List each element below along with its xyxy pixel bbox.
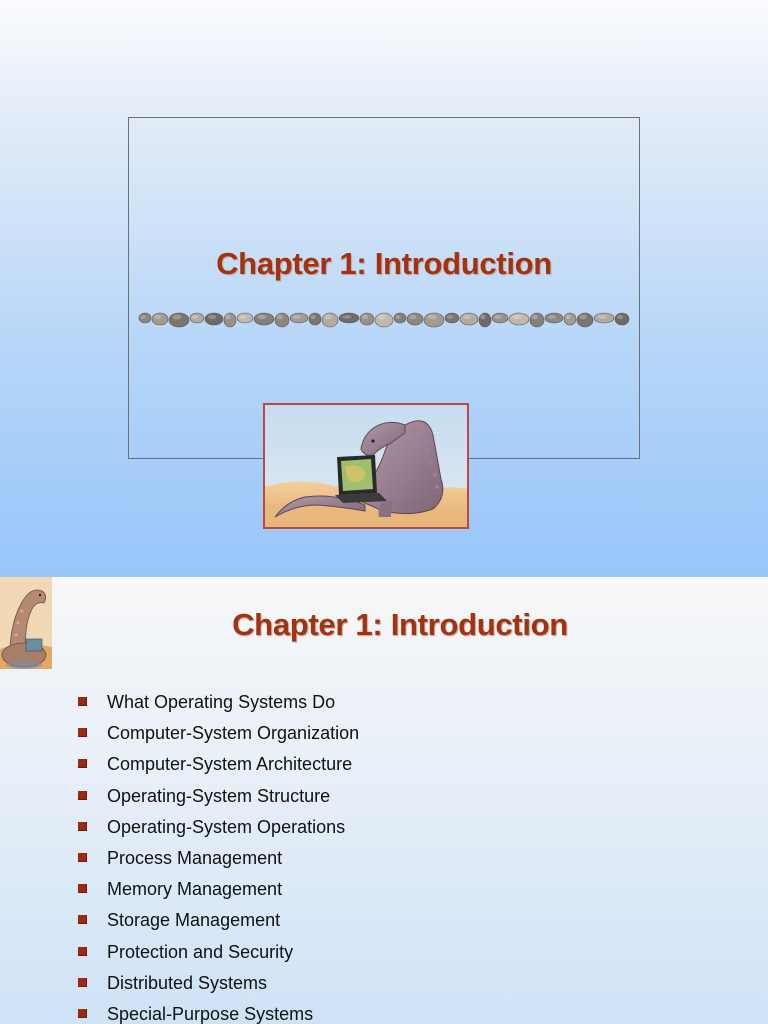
list-item-label: Storage Management <box>107 910 281 931</box>
list-item <box>78 907 359 938</box>
list-item-label: Computer-System Architecture <box>107 754 353 775</box>
list-item <box>78 939 359 970</box>
bullet-square-icon <box>78 884 87 893</box>
contents-slide <box>0 577 768 1024</box>
list-item <box>78 689 359 720</box>
list-item-label: Computer-System Organization <box>107 723 360 744</box>
bullet-square-icon <box>78 728 87 737</box>
bullet-square-icon <box>78 1009 87 1018</box>
list-item-label: What Operating Systems Do <box>107 692 336 712</box>
list-item-label: Special-Purpose Systems <box>107 1003 314 1024</box>
bullet-square-icon <box>78 915 87 924</box>
bullet-square-icon <box>78 697 87 706</box>
list-item <box>78 814 359 845</box>
bullet-square-icon <box>78 947 87 956</box>
list-item-label: Distributed Systems <box>107 972 268 993</box>
dinosaur-laptop-icon <box>263 403 469 529</box>
list-item <box>78 720 359 751</box>
list-item-label: Process Management <box>107 847 283 868</box>
list-item <box>78 783 359 814</box>
bullet-square-icon <box>78 853 87 862</box>
bullet-square-icon <box>78 822 87 831</box>
contents-title: Chapter 1: Introduction <box>232 607 568 642</box>
pebble-row-icon <box>133 304 633 334</box>
list-item <box>78 876 359 907</box>
bullet-square-icon <box>78 978 87 987</box>
list-item <box>78 1001 359 1024</box>
slide-title: Chapter 1: Introduction <box>216 246 552 281</box>
list-item <box>78 751 359 782</box>
dinosaur-corner-icon <box>0 577 52 669</box>
list-item-label: Memory Management <box>107 879 283 900</box>
list-item-label: Operating-System Structure <box>107 785 331 806</box>
list-item <box>78 970 359 1001</box>
list-item-label: Protection and Security <box>107 941 294 962</box>
bullet-square-icon <box>78 759 87 768</box>
list-item-label: Operating-System Operations <box>107 816 346 837</box>
list-item <box>78 845 359 876</box>
bullet-square-icon <box>78 791 87 800</box>
topic-list <box>78 689 359 1024</box>
